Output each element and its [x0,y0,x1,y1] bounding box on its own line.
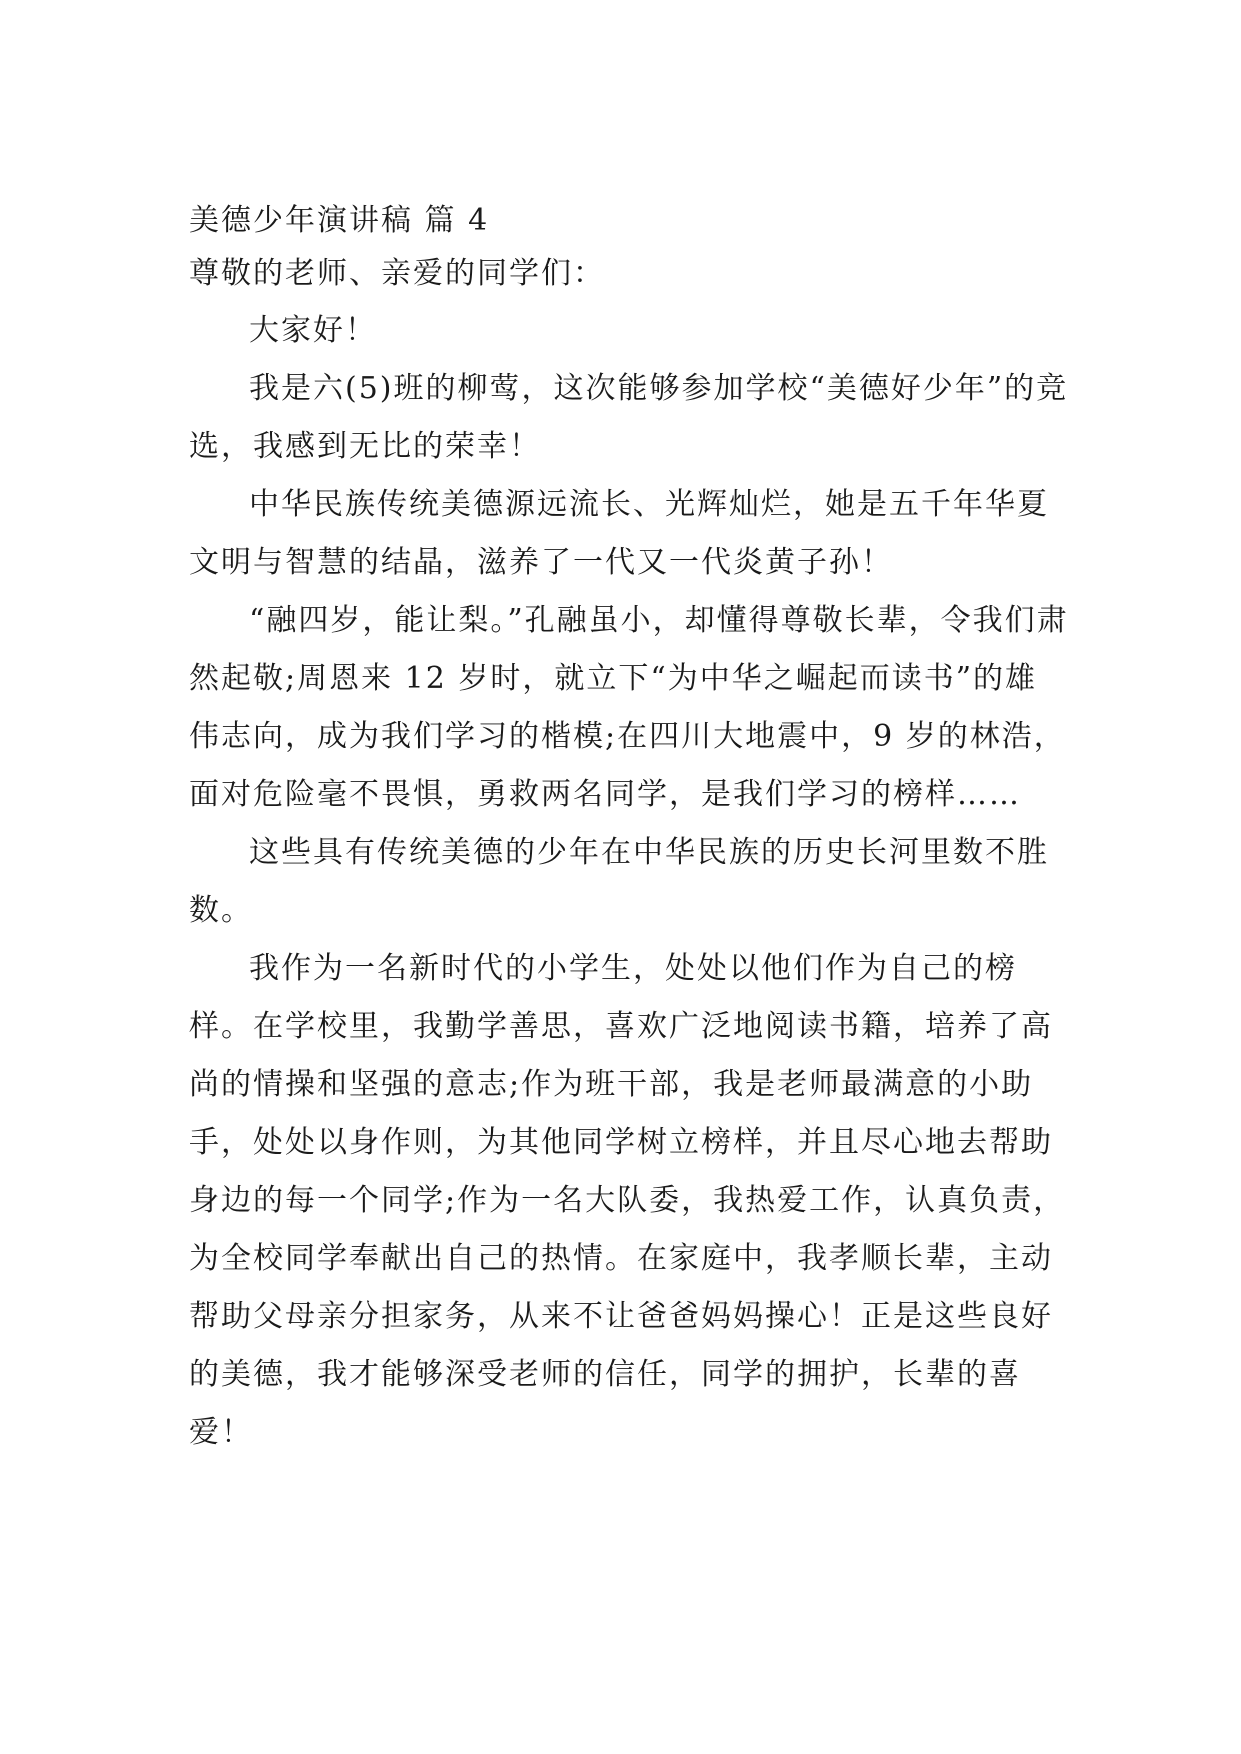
paragraph-greeting: 大家好！ [249,313,377,348]
salutation: 尊敬的老师、亲爱的同学们： [189,256,605,291]
paragraph-countless: 这些具有传统美德的少年在中华民族的历史长河里数不胜数。 [189,835,1049,928]
document-title: 美德少年演讲稿 篇 4 [189,203,490,238]
paragraph-introduction: 我是六(5)班的柳莺，这次能够参加学校“美德好少年”的竞选，我感到无比的荣幸！ [189,371,1069,464]
paragraph-tradition: 中华民族传统美德源远流长、光辉灿烂，她是五千年华夏文明与智慧的结晶，滋养了一代又一代炎黄子孙！ [189,487,1049,580]
paragraph-examples: “融四岁，能让梨。”孔融虽小，却懂得尊敬长辈，令我们肃然起敬;周恩来 12 岁时，就立下“为中华之崛起而读书”的雄伟志向，成为我们学习的楷模;在四川大地震中，9 岁的林浩，面对危险毫不畏惧，勇救两名同学，是我们学习的榜样…… [189,603,1069,812]
document-body [189,196,1069,1462]
paragraph-self-description: 我作为一名新时代的小学生，处处以他们作为自己的榜样。在学校里，我勤学善思，喜欢广泛地阅读书籍，培养了高尚的情操和坚强的意志;作为班干部，我是老师最满意的小助手，处处以身作则，为其他同学树立榜样，并且尽心地去帮助身边的每一个同学;作为一名大队委，我热爱工作，认真负责，为全校同学奉献出自己的热情。在家庭中，我孝顺长辈，主动帮助父母亲分担家务，从来不让爸爸妈妈操心！正是这些良好的美德，我才能够深受老师的信任，同学的拥护，长辈的喜爱！ [189,951,1066,1450]
